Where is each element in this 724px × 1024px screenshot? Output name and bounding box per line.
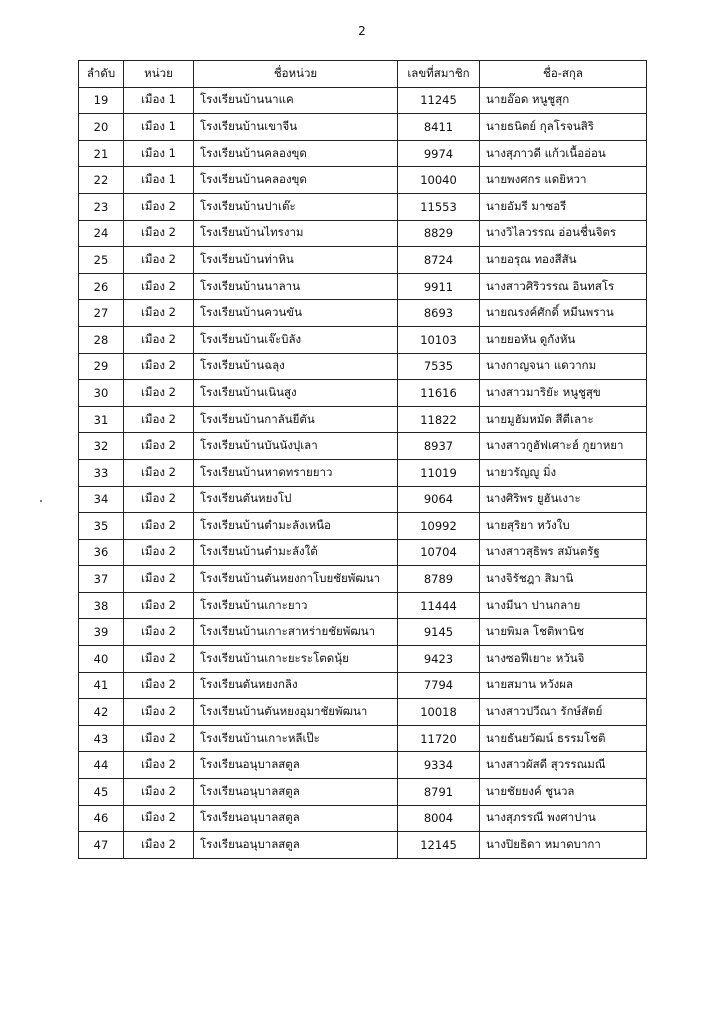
cell-full-name: นางปิยธิดา หมาดบากา [480, 832, 647, 859]
cell-no: 39 [79, 619, 124, 646]
cell-no: 40 [79, 646, 124, 673]
table-row [79, 779, 647, 806]
cell-school: โรงเรียนบ้านเกาะสาหร่ายชัยพัฒนา [194, 619, 398, 646]
cell-full-name: นายสมาน หวังผล [480, 672, 647, 699]
cell-no: 29 [79, 353, 124, 380]
table-row [79, 619, 647, 646]
cell-school: โรงเรียนบ้านปาเต๊ะ [194, 193, 398, 220]
cell-unit: เมือง 2 [124, 247, 194, 274]
cell-school: โรงเรียนบ้านหาดทรายยาว [194, 459, 398, 486]
cell-no: 23 [79, 193, 124, 220]
table-row [79, 247, 647, 274]
table-row [79, 406, 647, 433]
cell-school: โรงเรียนบ้านนาลาน [194, 273, 398, 300]
cell-school: โรงเรียนบ้านบันนังปุเลา [194, 433, 398, 460]
table-row [79, 832, 647, 859]
cell-school: โรงเรียนบ้านเกาะยะระโตดนุ้ย [194, 646, 398, 673]
cell-full-name: นายพงศกร แดยิหวา [480, 167, 647, 194]
cell-no: 27 [79, 300, 124, 327]
cell-school: โรงเรียนบ้านตันหยงอุมาชัยพัฒนา [194, 699, 398, 726]
cell-no: 36 [79, 539, 124, 566]
cell-school: โรงเรียนอนุบาลสตูล [194, 805, 398, 832]
cell-unit: เมือง 2 [124, 725, 194, 752]
cell-school: โรงเรียนบ้านท่าหิน [194, 247, 398, 274]
cell-unit: เมือง 1 [124, 87, 194, 114]
cell-school: โรงเรียนอนุบาลสตูล [194, 779, 398, 806]
cell-unit: เมือง 2 [124, 619, 194, 646]
cell-full-name: นายอ๊อด หนูชูสุก [480, 87, 647, 114]
table-row [79, 566, 647, 593]
cell-member-no: 9334 [398, 752, 480, 779]
cell-full-name: นางกาญจนา แดวากม [480, 353, 647, 380]
cell-no: 31 [79, 406, 124, 433]
table-row [79, 805, 647, 832]
cell-full-name: นางวิไลวรรณ อ่อนชื่นจิตร [480, 220, 647, 247]
cell-no: 34 [79, 486, 124, 513]
cell-full-name: นายยอหัน ดูกังหัน [480, 326, 647, 353]
cell-unit: เมือง 2 [124, 699, 194, 726]
cell-unit: เมือง 1 [124, 167, 194, 194]
cell-unit: เมือง 2 [124, 779, 194, 806]
cell-full-name: นายวรัญญู มิ่ง [480, 459, 647, 486]
cell-member-no: 9064 [398, 486, 480, 513]
cell-full-name: นางสาวปวีณา รักษ์สัตย์ [480, 699, 647, 726]
cell-member-no: 9974 [398, 140, 480, 167]
cell-school: โรงเรียนบ้านตำมะลังใต้ [194, 539, 398, 566]
cell-member-no: 11019 [398, 459, 480, 486]
cell-member-no: 8789 [398, 566, 480, 593]
cell-no: 28 [79, 326, 124, 353]
cell-unit: เมือง 2 [124, 513, 194, 540]
cell-no: 44 [79, 752, 124, 779]
cell-full-name: นายพิมล โชติพานิช [480, 619, 647, 646]
cell-full-name: นายอรุณ ทองสีสัน [480, 247, 647, 274]
cell-full-name: นายธนิตย์ กุลโรจนสิริ [480, 114, 647, 141]
cell-full-name: นายธันยวัฒน์ ธรรมโชติ [480, 725, 647, 752]
header-member-no: เลขที่สมาชิก [398, 61, 480, 88]
cell-member-no: 8724 [398, 247, 480, 274]
cell-school: โรงเรียนบ้านเกาะหลีเป๊ะ [194, 725, 398, 752]
cell-member-no: 9423 [398, 646, 480, 673]
cell-full-name: นางสาวกูฮัฟเศาะฮ์ กูยาหยา [480, 433, 647, 460]
cell-unit: เมือง 2 [124, 433, 194, 460]
cell-unit: เมือง 2 [124, 459, 194, 486]
cell-unit: เมือง 1 [124, 140, 194, 167]
cell-member-no: 8004 [398, 805, 480, 832]
cell-school: โรงเรียนบ้านตำมะลังเหนือ [194, 513, 398, 540]
cell-no: 20 [79, 114, 124, 141]
cell-member-no: 8693 [398, 300, 480, 327]
cell-member-no: 8791 [398, 779, 480, 806]
cell-full-name: นายมูฮัมหมัด สีตีเลาะ [480, 406, 647, 433]
cell-full-name: นางจิรัชฎา สิมานิ [480, 566, 647, 593]
cell-school: โรงเรียนบ้านฉลุง [194, 353, 398, 380]
header-row [79, 61, 647, 88]
cell-school: โรงเรียนตันหยงกลิง [194, 672, 398, 699]
cell-unit: เมือง 2 [124, 752, 194, 779]
cell-no: 24 [79, 220, 124, 247]
cell-unit: เมือง 2 [124, 406, 194, 433]
table-row [79, 114, 647, 141]
cell-member-no: 7794 [398, 672, 480, 699]
cell-unit: เมือง 2 [124, 353, 194, 380]
cell-no: 33 [79, 459, 124, 486]
table-row [79, 300, 647, 327]
cell-unit: เมือง 2 [124, 646, 194, 673]
cell-school: โรงเรียนบ้านกาลันยีตัน [194, 406, 398, 433]
header-full-name: ชื่อ-สกุล [480, 61, 647, 88]
cell-no: 32 [79, 433, 124, 460]
cell-school: โรงเรียนบ้านไทรงาม [194, 220, 398, 247]
cell-full-name: นางศิริพร ยูฮันเงาะ [480, 486, 647, 513]
cell-unit: เมือง 2 [124, 300, 194, 327]
cell-no: 21 [79, 140, 124, 167]
table-row [79, 326, 647, 353]
table-row [79, 353, 647, 380]
cell-unit: เมือง 2 [124, 486, 194, 513]
cell-full-name: นายอัมรี มาซอรี [480, 193, 647, 220]
cell-school: โรงเรียนบ้านเจ๊ะบิลัง [194, 326, 398, 353]
cell-school: โรงเรียนอนุบาลสตูล [194, 752, 398, 779]
cell-unit: เมือง 2 [124, 193, 194, 220]
table-row [79, 87, 647, 114]
table-header [79, 61, 647, 88]
cell-school: โรงเรียนบ้านตันหยงกาโบยชัยพัฒนา [194, 566, 398, 593]
cell-school: โรงเรียนบ้านเขาจีน [194, 114, 398, 141]
cell-no: 45 [79, 779, 124, 806]
cell-full-name: นายสุริยา หวังใบ [480, 513, 647, 540]
cell-no: 26 [79, 273, 124, 300]
cell-member-no: 11822 [398, 406, 480, 433]
cell-unit: เมือง 2 [124, 672, 194, 699]
cell-no: 46 [79, 805, 124, 832]
cell-member-no: 12145 [398, 832, 480, 859]
table-row [79, 140, 647, 167]
cell-member-no: 7535 [398, 353, 480, 380]
cell-unit: เมือง 2 [124, 220, 194, 247]
cell-school: โรงเรียนบ้านควนขัน [194, 300, 398, 327]
cell-member-no: 10018 [398, 699, 480, 726]
cell-unit: เมือง 2 [124, 326, 194, 353]
scan-speck [40, 500, 42, 502]
table-row [79, 513, 647, 540]
cell-member-no: 8829 [398, 220, 480, 247]
cell-school: โรงเรียนตันหยงโป [194, 486, 398, 513]
cell-full-name: นายชัยยงค์ ชูนวล [480, 779, 647, 806]
cell-no: 30 [79, 380, 124, 407]
cell-school: โรงเรียนอนุบาลสตูล [194, 832, 398, 859]
cell-full-name: นางสาวผัสดี สุวรรณมณี [480, 752, 647, 779]
cell-unit: เมือง 1 [124, 114, 194, 141]
cell-full-name: นางสุภรรณี พงศาปาน [480, 805, 647, 832]
cell-unit: เมือง 2 [124, 273, 194, 300]
cell-no: 42 [79, 699, 124, 726]
table-row [79, 646, 647, 673]
cell-full-name: นางมีนา ปานกลาย [480, 592, 647, 619]
cell-full-name: นางสุภาวดี แก้วเนื้ออ่อน [480, 140, 647, 167]
table-row [79, 486, 647, 513]
cell-member-no: 11616 [398, 380, 480, 407]
cell-no: 47 [79, 832, 124, 859]
cell-full-name: นางซอฟีเยาะ หวันจิ [480, 646, 647, 673]
cell-full-name: นางสาวสุธิพร สมันตรัฐ [480, 539, 647, 566]
table-row [79, 699, 647, 726]
cell-school: โรงเรียนบ้านคลองขุด [194, 167, 398, 194]
cell-member-no: 8937 [398, 433, 480, 460]
cell-unit: เมือง 2 [124, 832, 194, 859]
table-row [79, 539, 647, 566]
cell-no: 37 [79, 566, 124, 593]
header-school: ชื่อหน่วย [194, 61, 398, 88]
table-row [79, 220, 647, 247]
cell-no: 35 [79, 513, 124, 540]
cell-member-no: 10992 [398, 513, 480, 540]
table-row [79, 459, 647, 486]
cell-school: โรงเรียนบ้านเนินสูง [194, 380, 398, 407]
cell-full-name: นางสาวมาริยัะ หนูชูสุข [480, 380, 647, 407]
cell-member-no: 9911 [398, 273, 480, 300]
cell-no: 22 [79, 167, 124, 194]
table-row [79, 433, 647, 460]
cell-member-no: 10040 [398, 167, 480, 194]
table-row [79, 592, 647, 619]
cell-unit: เมือง 2 [124, 566, 194, 593]
table-body [79, 87, 647, 858]
cell-no: 25 [79, 247, 124, 274]
cell-unit: เมือง 2 [124, 592, 194, 619]
header-no: ลำดับ [79, 61, 124, 88]
cell-member-no: 8411 [398, 114, 480, 141]
cell-school: โรงเรียนบ้านนาแค [194, 87, 398, 114]
cell-school: โรงเรียนบ้านคลองขุด [194, 140, 398, 167]
table-row [79, 167, 647, 194]
page-number: 2 [358, 24, 366, 38]
header-unit: หน่วย [124, 61, 194, 88]
cell-member-no: 11245 [398, 87, 480, 114]
member-table [78, 60, 647, 859]
cell-full-name: นางสาวศิริวรรณ อินทสโร [480, 273, 647, 300]
table-row [79, 380, 647, 407]
table-row [79, 725, 647, 752]
table-row [79, 752, 647, 779]
cell-member-no: 11553 [398, 193, 480, 220]
table-row [79, 672, 647, 699]
cell-member-no: 11444 [398, 592, 480, 619]
cell-member-no: 9145 [398, 619, 480, 646]
cell-no: 19 [79, 87, 124, 114]
cell-member-no: 11720 [398, 725, 480, 752]
table-row [79, 273, 647, 300]
cell-school: โรงเรียนบ้านเกาะยาว [194, 592, 398, 619]
cell-member-no: 10704 [398, 539, 480, 566]
cell-unit: เมือง 2 [124, 539, 194, 566]
cell-no: 38 [79, 592, 124, 619]
cell-unit: เมือง 2 [124, 805, 194, 832]
cell-member-no: 10103 [398, 326, 480, 353]
cell-no: 43 [79, 725, 124, 752]
cell-no: 41 [79, 672, 124, 699]
cell-unit: เมือง 2 [124, 380, 194, 407]
table-row [79, 193, 647, 220]
cell-full-name: นายณรงค์ศักดิ์ หมีนพราน [480, 300, 647, 327]
